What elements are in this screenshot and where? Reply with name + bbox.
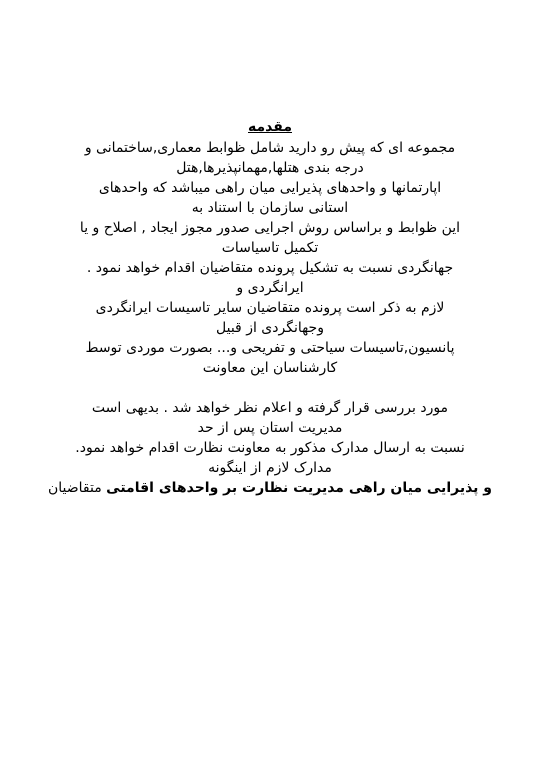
body-line-8: ایرانگردی و [236, 280, 304, 296]
body-line-2: درجه بندی هتلها,مهمانپذیرها,هتل [176, 160, 364, 176]
body-line-11: پانسیون,تاسیسات سیاحتی و تفریحی و... بصورت موردی توسط [85, 340, 455, 356]
document-body [0, 138, 540, 498]
body-line-last [0, 478, 540, 498]
last-line-regular-text: متقاضیان [47, 480, 102, 496]
body-line-12: کارشناسان این معاونت [202, 360, 338, 376]
body-line-17: مدارک لازم از اینگونه [208, 460, 332, 476]
body-line-6: تکمیل تاسیاسات [221, 240, 319, 256]
body-line-7: جهانگردی نسبت به تشکیل پرونده متقاضیان اقدام خواهد نمود . [86, 260, 454, 276]
body-line-3: اپارتمانها و واحدهای پذیرایی میان راهی میباشد که واحدهای [98, 180, 442, 196]
body-line-4: استانی سازمان با استناد به [191, 200, 349, 216]
body-line-14: مورد بررسی قرار گرفته و اعلام نظر خواهد شد . بدیهی است [91, 400, 449, 416]
document-title: مقدمه [248, 119, 292, 135]
body-line-1: مجموعه ای که پیش رو دارید شامل ظوابط معماری,ساختمانی و [84, 140, 456, 156]
body-line-10: وجهانگردی از قبیل [216, 320, 324, 336]
body-line-5: این ظوابط و براساس روش اجرایی صدور مجوز ایجاد , اصلاح و یا [79, 220, 461, 236]
body-line-15: مدیریت استان پس از حد [197, 420, 343, 436]
blank-line [0, 378, 540, 398]
body-line-9: لازم به ذکر است پرونده متقاضیان سایر تاسیسات ایرانگردی [95, 300, 445, 316]
last-line-bold-text: و پذیرایی میان راهی مدیریت نظارت بر واحدهای اقامتی [106, 480, 492, 496]
body-line-16: نسبت به ارسال مدارک مذکور به معاونت نظارت اقدام خواهد نمود. [75, 440, 465, 456]
